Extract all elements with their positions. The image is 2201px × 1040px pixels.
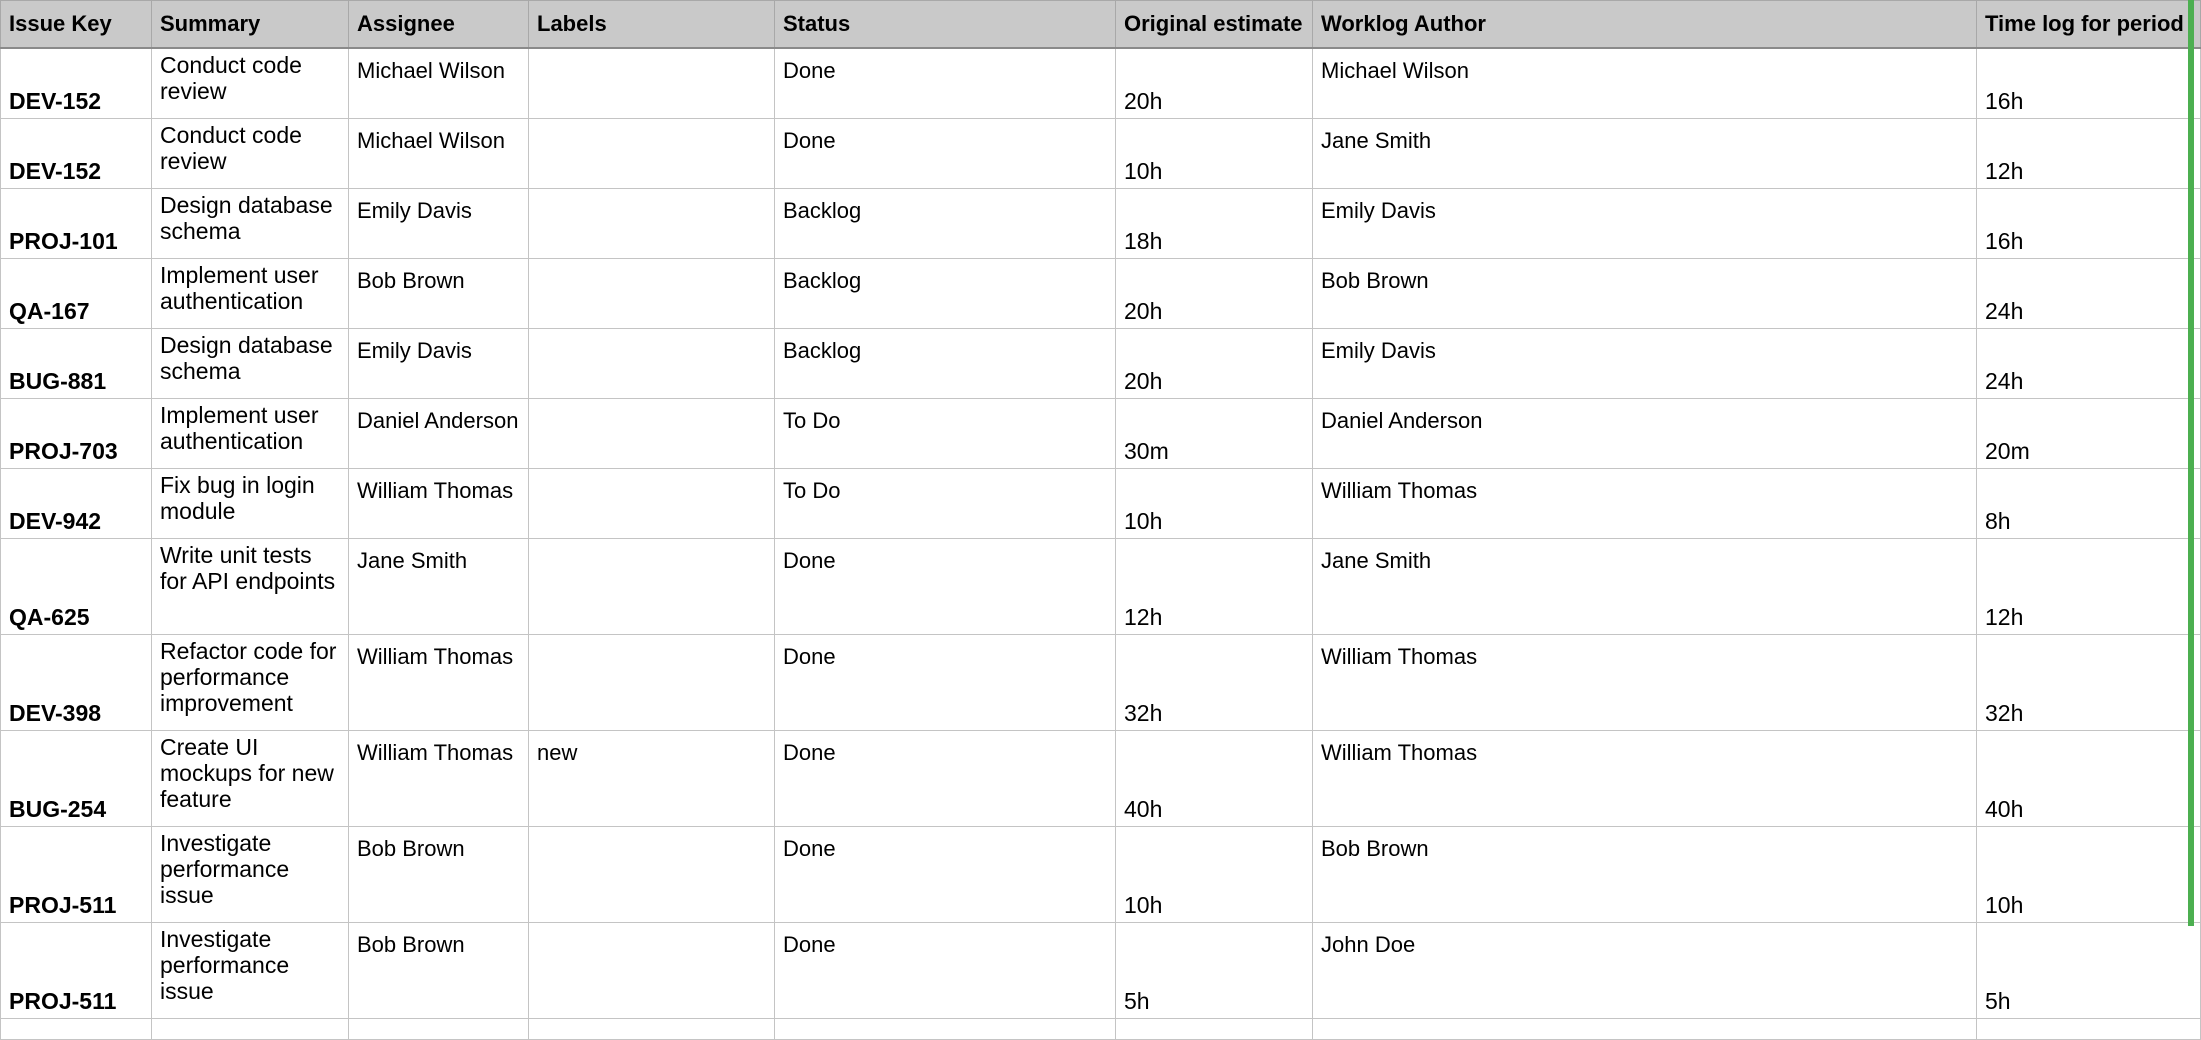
table-row: [1, 1019, 2201, 1040]
worklog-author-cell[interactable]: John Doe: [1313, 923, 1977, 1019]
summary-cell[interactable]: Implement user authentication: [152, 399, 349, 469]
status-cell[interactable]: Done: [775, 539, 1116, 635]
issue-key-cell[interactable]: DEV-152: [1, 48, 152, 119]
labels-cell[interactable]: [529, 635, 775, 731]
time-log-cell[interactable]: 16h: [1977, 189, 2201, 259]
table-row: [1, 827, 2201, 923]
summary-cell[interactable]: Implement user authentication: [152, 259, 349, 329]
issue-key-cell[interactable]: DEV-942: [1, 469, 152, 539]
original-estimate-cell[interactable]: 18h: [1116, 189, 1313, 259]
worklog-author-cell[interactable]: Michael Wilson: [1313, 48, 1977, 119]
summary-cell[interactable]: Conduct code review: [152, 48, 349, 119]
issue-key-cell[interactable]: PROJ-511: [1, 827, 152, 923]
labels-cell[interactable]: [529, 399, 775, 469]
original-estimate-cell[interactable]: 10h: [1116, 119, 1313, 189]
original-estimate-cell[interactable]: [1116, 1019, 1313, 1040]
time-log-cell[interactable]: 12h: [1977, 539, 2201, 635]
worklog-author-cell[interactable]: Bob Brown: [1313, 259, 1977, 329]
worklog-author-cell[interactable]: William Thomas: [1313, 635, 1977, 731]
labels-cell[interactable]: [529, 259, 775, 329]
status-cell[interactable]: To Do: [775, 469, 1116, 539]
assignee-cell[interactable]: William Thomas: [349, 635, 529, 731]
original-estimate-cell[interactable]: 10h: [1116, 469, 1313, 539]
issue-key-cell[interactable]: PROJ-511: [1, 923, 152, 1019]
worklog-author-cell[interactable]: Bob Brown: [1313, 827, 1977, 923]
table-row: [1, 731, 2201, 827]
column-header-time-log[interactable]: Time log for period: [1977, 1, 2201, 49]
worklog-author-cell[interactable]: William Thomas: [1313, 731, 1977, 827]
status-cell[interactable]: Backlog: [775, 189, 1116, 259]
time-log-cell[interactable]: 24h: [1977, 329, 2201, 399]
column-header-assignee[interactable]: Assignee: [349, 1, 529, 49]
time-log-cell[interactable]: [1977, 1019, 2201, 1040]
column-header-worklog-author[interactable]: Worklog Author: [1313, 1, 1977, 49]
time-log-cell[interactable]: 16h: [1977, 48, 2201, 119]
summary-cell[interactable]: Write unit tests for API endpoints: [152, 539, 349, 635]
table-row: [1, 259, 2201, 329]
original-estimate-cell[interactable]: 40h: [1116, 731, 1313, 827]
original-estimate-cell[interactable]: 12h: [1116, 539, 1313, 635]
status-cell[interactable]: Backlog: [775, 329, 1116, 399]
assignee-cell[interactable]: Michael Wilson: [349, 119, 529, 189]
status-cell[interactable]: Done: [775, 827, 1116, 923]
status-cell[interactable]: Backlog: [775, 259, 1116, 329]
summary-cell[interactable]: Design database schema: [152, 189, 349, 259]
table-row: [1, 189, 2201, 259]
column-header-status[interactable]: Status: [775, 1, 1116, 49]
original-estimate-cell[interactable]: 30m: [1116, 399, 1313, 469]
worklog-author-cell[interactable]: Daniel Anderson: [1313, 399, 1977, 469]
status-cell[interactable]: Done: [775, 923, 1116, 1019]
assignee-cell[interactable]: [349, 1019, 529, 1040]
column-header-summary[interactable]: Summary: [152, 1, 349, 49]
table-row: [1, 635, 2201, 731]
issue-key-cell[interactable]: QA-167: [1, 259, 152, 329]
labels-cell[interactable]: [529, 923, 775, 1019]
time-log-cell[interactable]: 24h: [1977, 259, 2201, 329]
time-log-cell[interactable]: 5h: [1977, 923, 2201, 1019]
worklog-author-cell[interactable]: [1313, 1019, 1977, 1040]
status-cell[interactable]: Done: [775, 48, 1116, 119]
assignee-cell[interactable]: Bob Brown: [349, 827, 529, 923]
table-row: [1, 469, 2201, 539]
summary-cell[interactable]: Conduct code review: [152, 119, 349, 189]
issue-key-cell[interactable]: DEV-398: [1, 635, 152, 731]
issue-key-cell[interactable]: BUG-254: [1, 731, 152, 827]
labels-cell[interactable]: [529, 189, 775, 259]
time-log-cell[interactable]: 40h: [1977, 731, 2201, 827]
summary-cell[interactable]: Investigate performance issue: [152, 827, 349, 923]
summary-cell[interactable]: Design database schema: [152, 329, 349, 399]
status-cell[interactable]: Done: [775, 731, 1116, 827]
status-cell[interactable]: Done: [775, 635, 1116, 731]
labels-cell[interactable]: [529, 48, 775, 119]
header-row: [1, 1, 2201, 49]
summary-cell[interactable]: [152, 1019, 349, 1040]
table-row: [1, 399, 2201, 469]
assignee-cell[interactable]: Jane Smith: [349, 539, 529, 635]
labels-cell[interactable]: [529, 539, 775, 635]
original-estimate-cell[interactable]: 20h: [1116, 259, 1313, 329]
time-log-cell[interactable]: 32h: [1977, 635, 2201, 731]
assignee-cell[interactable]: Emily Davis: [349, 189, 529, 259]
labels-cell[interactable]: new: [529, 731, 775, 827]
window-edge-bar: [2188, 0, 2194, 926]
time-log-cell[interactable]: 8h: [1977, 469, 2201, 539]
labels-cell[interactable]: [529, 827, 775, 923]
original-estimate-cell[interactable]: 5h: [1116, 923, 1313, 1019]
assignee-cell[interactable]: Michael Wilson: [349, 48, 529, 119]
original-estimate-cell[interactable]: 20h: [1116, 329, 1313, 399]
worklog-author-cell[interactable]: Jane Smith: [1313, 119, 1977, 189]
labels-cell[interactable]: [529, 119, 775, 189]
time-log-cell[interactable]: 12h: [1977, 119, 2201, 189]
column-header-issue-key[interactable]: Issue Key: [1, 1, 152, 49]
status-cell[interactable]: [775, 1019, 1116, 1040]
assignee-cell[interactable]: Bob Brown: [349, 923, 529, 1019]
worklog-author-cell[interactable]: Emily Davis: [1313, 189, 1977, 259]
status-cell[interactable]: To Do: [775, 399, 1116, 469]
table-row: [1, 539, 2201, 635]
original-estimate-cell[interactable]: 10h: [1116, 827, 1313, 923]
summary-cell[interactable]: Fix bug in login module: [152, 469, 349, 539]
table-row: [1, 48, 2201, 119]
issue-key-cell[interactable]: [1, 1019, 152, 1040]
issue-key-cell[interactable]: PROJ-101: [1, 189, 152, 259]
summary-cell[interactable]: Refactor code for performance improvement: [152, 635, 349, 731]
column-header-original-estimate[interactable]: Original estimate: [1116, 1, 1313, 49]
issue-key-cell[interactable]: DEV-152: [1, 119, 152, 189]
assignee-cell[interactable]: Bob Brown: [349, 259, 529, 329]
table-row: [1, 923, 2201, 1019]
labels-cell[interactable]: [529, 1019, 775, 1040]
labels-cell[interactable]: [529, 329, 775, 399]
issue-key-cell[interactable]: PROJ-703: [1, 399, 152, 469]
column-header-labels[interactable]: Labels: [529, 1, 775, 49]
table-row: [1, 119, 2201, 189]
status-cell[interactable]: Done: [775, 119, 1116, 189]
original-estimate-cell[interactable]: 32h: [1116, 635, 1313, 731]
time-log-cell[interactable]: 20m: [1977, 399, 2201, 469]
assignee-cell[interactable]: William Thomas: [349, 469, 529, 539]
labels-cell[interactable]: [529, 469, 775, 539]
assignee-cell[interactable]: Daniel Anderson: [349, 399, 529, 469]
table-row: [1, 329, 2201, 399]
assignee-cell[interactable]: William Thomas: [349, 731, 529, 827]
assignee-cell[interactable]: Emily Davis: [349, 329, 529, 399]
summary-cell[interactable]: Create UI mockups for new feature: [152, 731, 349, 827]
summary-cell[interactable]: Investigate performance issue: [152, 923, 349, 1019]
time-log-cell[interactable]: 10h: [1977, 827, 2201, 923]
worklog-author-cell[interactable]: William Thomas: [1313, 469, 1977, 539]
issue-key-cell[interactable]: BUG-881: [1, 329, 152, 399]
original-estimate-cell[interactable]: 20h: [1116, 48, 1313, 119]
worklog-author-cell[interactable]: Jane Smith: [1313, 539, 1977, 635]
issue-key-cell[interactable]: QA-625: [1, 539, 152, 635]
worklog-author-cell[interactable]: Emily Davis: [1313, 329, 1977, 399]
